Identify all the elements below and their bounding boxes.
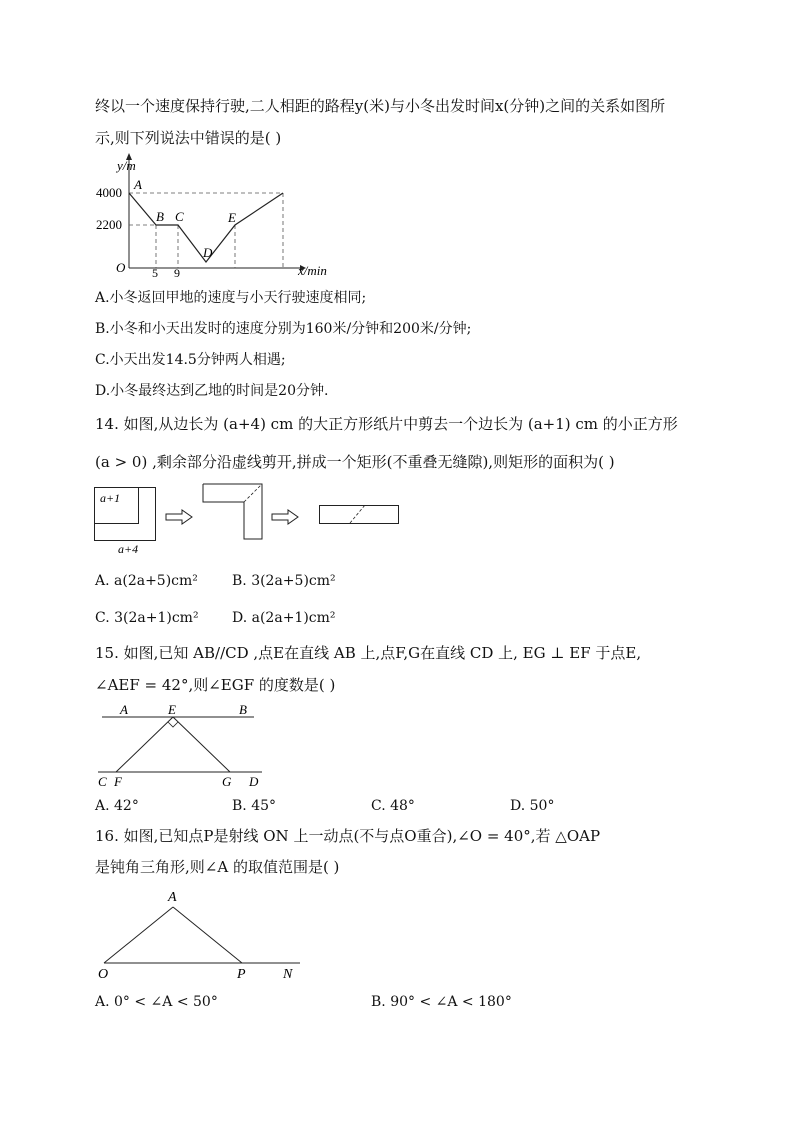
label-E: E — [168, 702, 176, 717]
segment-EG — [173, 717, 230, 772]
point-A-label: A — [134, 177, 142, 192]
segment-AP — [173, 907, 242, 963]
label-A: A — [168, 890, 177, 905]
q16-option-a: A. 0° < ∠A < 50° — [95, 994, 218, 1010]
q15-option-b: B. 45° — [232, 798, 277, 814]
right-arrow-1 — [166, 510, 192, 524]
point-C-label: C — [175, 209, 184, 224]
q13-stem-line2: 示,则下列说法中错误的是( ) — [95, 129, 282, 147]
small-square-label: a+1 — [100, 491, 121, 505]
label-P: P — [237, 967, 246, 982]
q14-option-a: A. a(2a+5)cm² — [95, 573, 198, 589]
q16-stem-line2: 是钝角三角形,则∠A 的取值范围是( ) — [95, 858, 340, 876]
q16-stem-line1: 16. 如图,已知点P是射线 ON 上一动点(不与点O重合),∠O = 40°,若 △OAP — [95, 827, 601, 845]
q13-option-b: B.小冬和小天出发时的速度分别为160米/分钟和200米/分钟; — [95, 321, 472, 337]
q14-stem-line2: (a > 0) ,剩余部分沿虚线剪开,拼成一个矩形(不重叠无缝隙),则矩形的面积为( ) — [95, 453, 615, 471]
result-rectangle — [320, 506, 399, 524]
q15-stem-line2: ∠AEF = 42°,则∠EGF 的度数是( ) — [95, 676, 336, 694]
rectangle-cut-line — [350, 505, 365, 523]
q13-option-c: C.小天出发14.5分钟两人相遇; — [95, 352, 286, 368]
label-G: G — [222, 774, 232, 789]
label-N: N — [283, 967, 293, 982]
origin-label: O — [116, 260, 126, 275]
label-C: C — [98, 774, 107, 789]
label-B: B — [239, 702, 247, 717]
label-D: D — [249, 774, 259, 789]
right-arrow-2 — [272, 510, 298, 524]
point-E-label: E — [228, 210, 236, 225]
q15-option-a: A. 42° — [95, 798, 139, 814]
point-D-label: D — [203, 245, 213, 260]
right-angle-mark — [168, 722, 178, 727]
l-shape-cut-line — [244, 484, 262, 502]
q14-option-b: B. 3(2a+5)cm² — [232, 573, 336, 589]
y-tick-4000: 4000 — [96, 185, 122, 200]
segment-OA — [104, 907, 173, 963]
q16-triangle-figure — [94, 886, 314, 982]
q15-option-d: D. 50° — [510, 798, 555, 814]
q14-stem-line1: 14. 如图,从边长为 (a+4) cm 的大正方形纸片中剪去一个边长为 (a+1) cm 的小正方形 — [95, 415, 678, 433]
q15-option-c: C. 48° — [371, 798, 415, 814]
point-B-label: B — [156, 209, 164, 224]
y-axis-label: y/m — [117, 158, 136, 173]
segment-EF — [116, 717, 173, 772]
q16-option-b: B. 90° < ∠A < 180° — [371, 994, 512, 1010]
x-tick-9: 9 — [174, 266, 180, 280]
q14-square-figure — [94, 482, 404, 556]
x-axis-label: x/min — [298, 263, 327, 278]
q13-option-d: D.小冬最终达到乙地的时间是20分钟. — [95, 383, 329, 399]
x-tick-5: 5 — [152, 266, 158, 280]
l-shape — [203, 484, 262, 539]
q13-stem-line1: 终以一个速度保持行驶,二人相距的路程y(米)与小冬出发时间x(分钟)之间的关系如图所 — [95, 97, 666, 115]
big-square-label: a+4 — [118, 542, 139, 556]
q14-option-d: D. a(2a+1)cm² — [232, 610, 336, 626]
q13-distance-time-graph — [96, 150, 352, 282]
y-tick-2200: 2200 — [96, 217, 122, 232]
q13-option-a: A.小冬返回甲地的速度与小天行驶速度相同; — [95, 290, 367, 306]
label-O: O — [98, 967, 109, 982]
q14-option-c: C. 3(2a+1)cm² — [95, 610, 199, 626]
label-A: A — [120, 702, 128, 717]
q15-parallel-lines-figure — [94, 700, 274, 792]
q15-stem-line1: 15. 如图,已知 AB//CD ,点E在直线 AB 上,点F,G在直线 CD 上, EG ⊥ EF 于点E, — [95, 644, 642, 662]
label-F: F — [114, 774, 122, 789]
